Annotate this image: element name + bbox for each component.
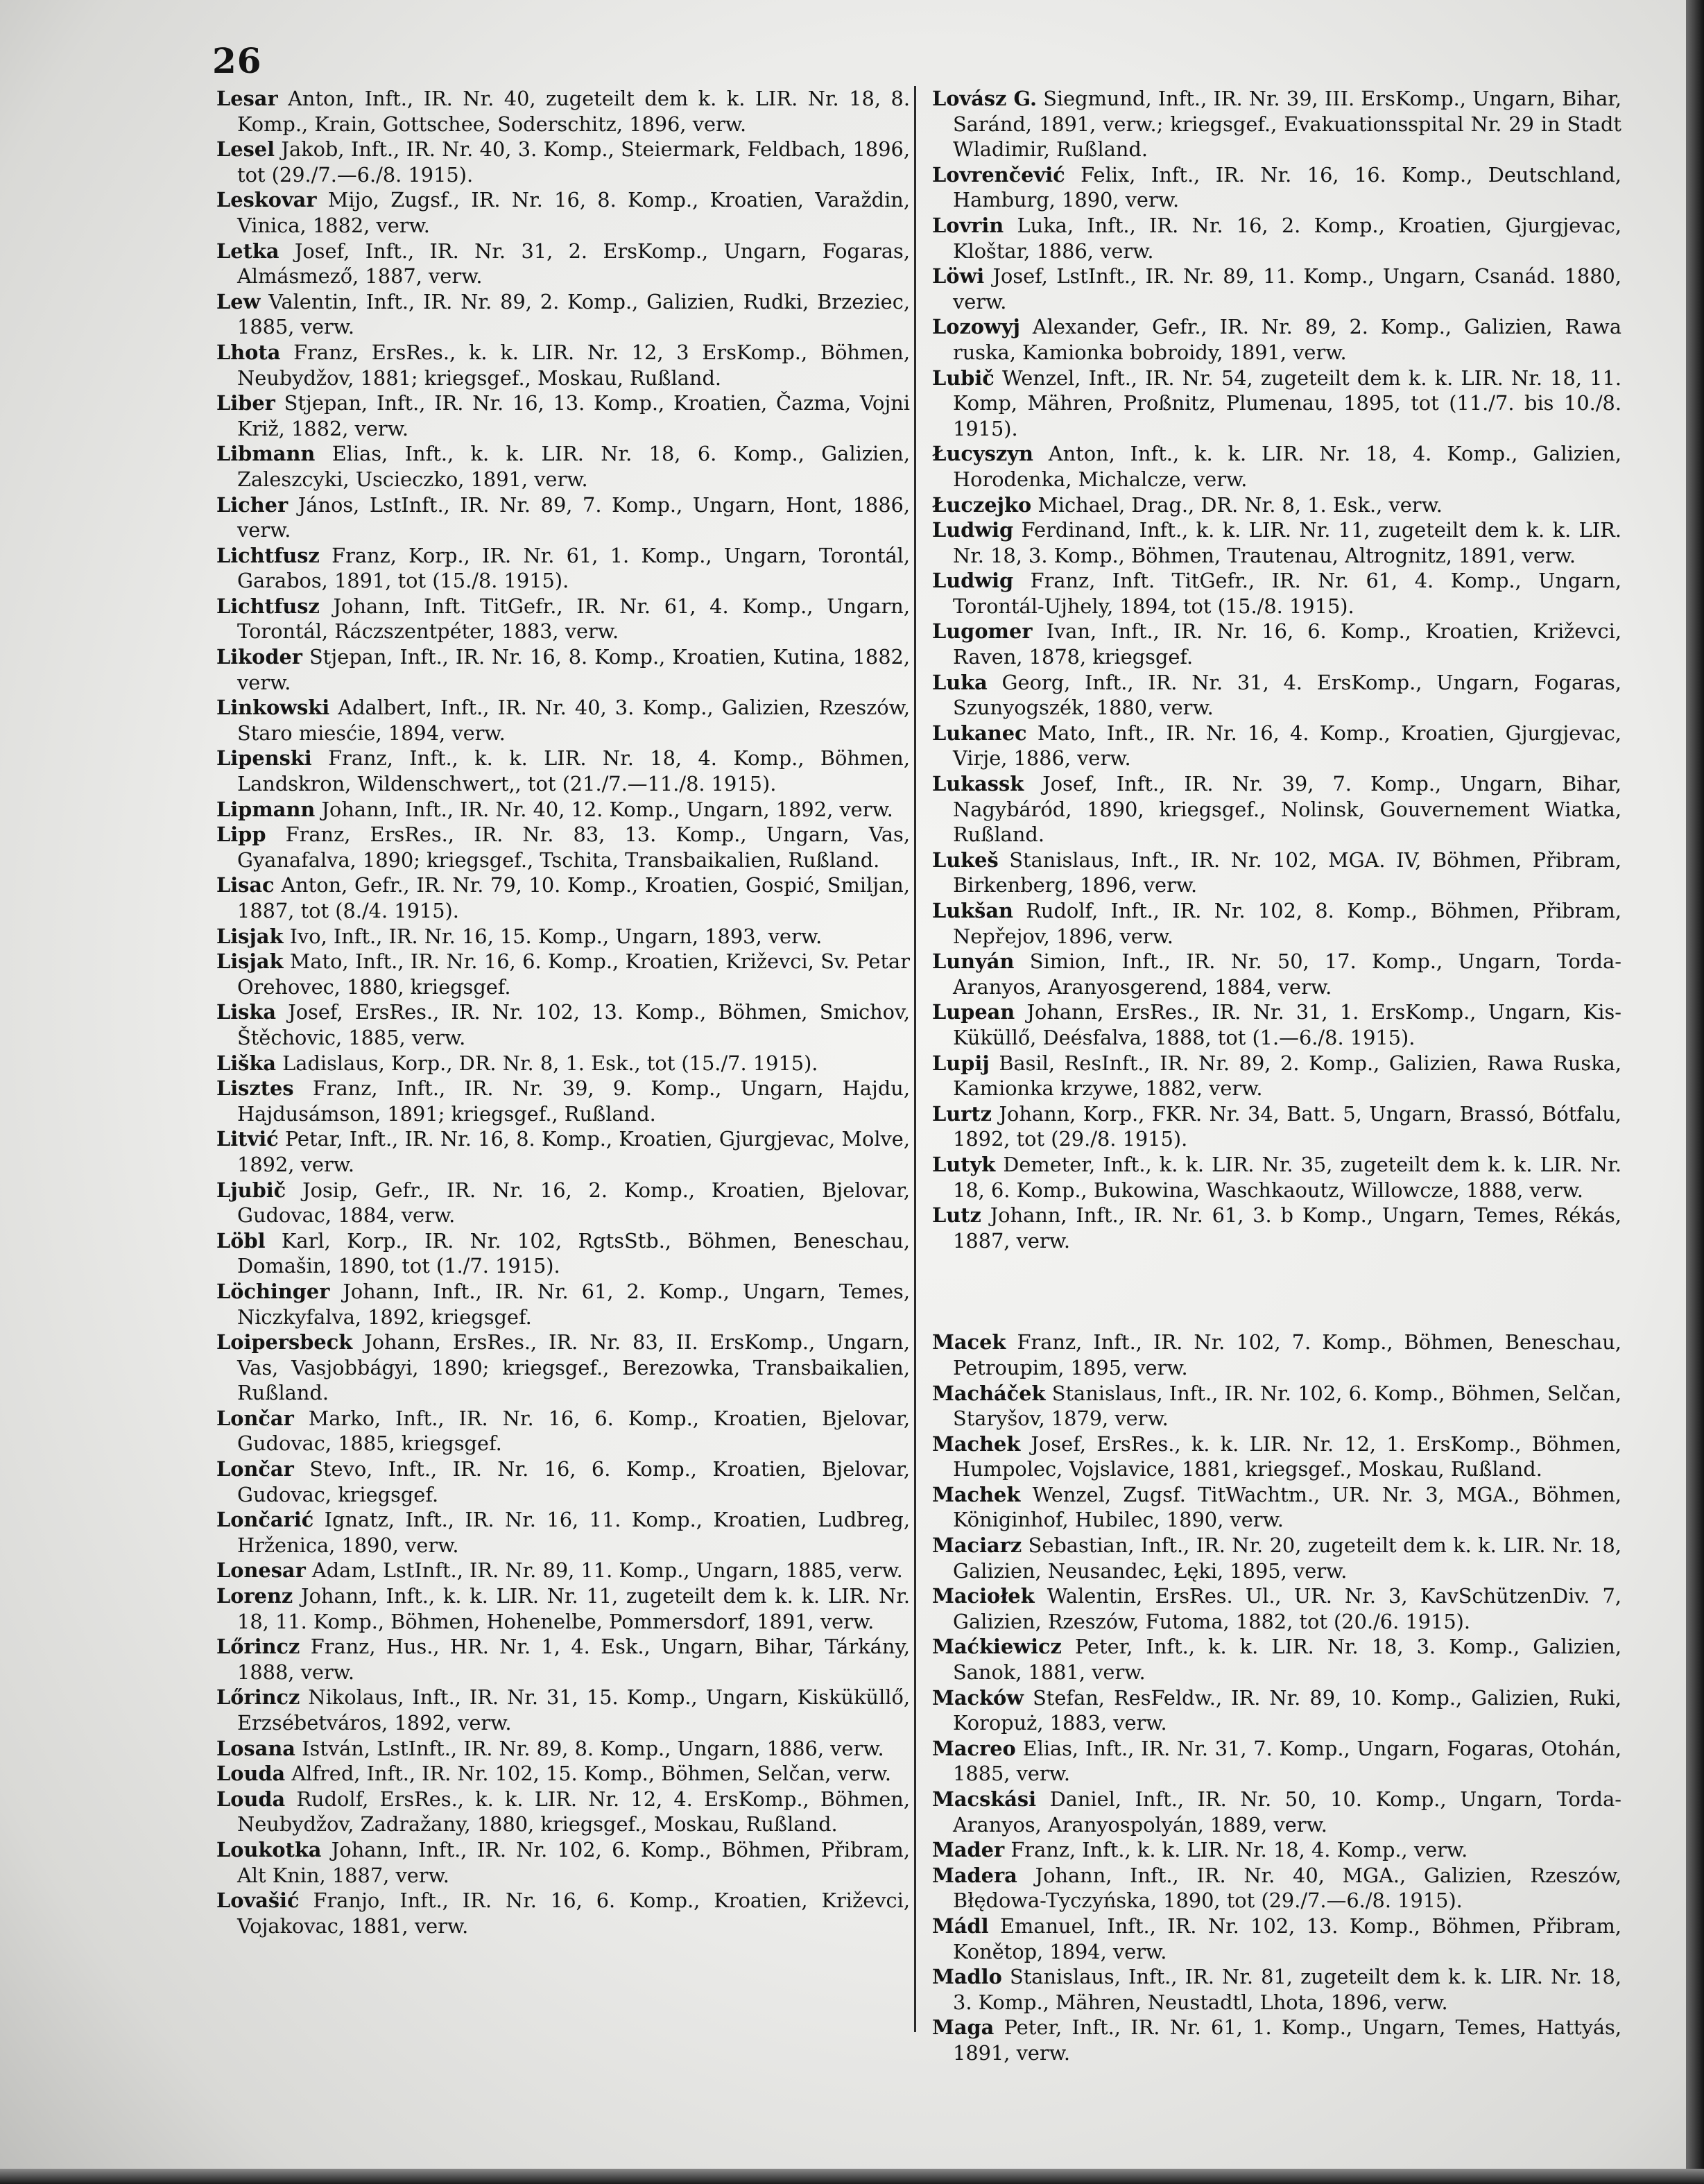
entry-surname: Maciarz <box>932 1533 1022 1558</box>
entry-details: Stevo, Inft., IR. Nr. 16, 6. Komp., Kroatien, Bjelovar, Gudovac, kriegsgef. <box>237 1457 910 1506</box>
entry-details: Luka, Inft., IR. Nr. 16, 2. Komp., Kroatien, Gjurgjevac, Kloštar, 1886, verw. <box>953 213 1621 263</box>
register-entry <box>932 1914 1621 1964</box>
entry-details: Felix, Inft., IR. Nr. 16, 16. Komp., Deutschland, Hamburg, 1890, verw. <box>953 162 1621 212</box>
entry-details: Anton, Gefr., IR. Nr. 79, 10. Komp., Kroatien, Gospić, Smiljan, 1887, tot (8./4. 1915). <box>237 873 910 922</box>
entry-details: Wenzel, Zugsf. TitWachtm., UR. Nr. 3, MGA., Böhmen, Königinhof, Hubilec, 1890, verw. <box>953 1482 1621 1532</box>
register-entry <box>216 1837 910 1888</box>
register-entry <box>216 1761 910 1787</box>
register-entry <box>216 949 910 999</box>
entry-details: Basil, ResInft., IR. Nr. 89, 2. Komp., Galizien, Rawa Ruska, Kamionka krzywe, 1882, verw. <box>953 1051 1621 1101</box>
register-entry <box>216 1736 910 1762</box>
entry-surname: Lew <box>216 289 261 313</box>
register-entry <box>932 1837 1621 1863</box>
entry-details: Franz, ErsRes., k. k. LIR. Nr. 12, 3 ErsKomp., Böhmen, Neubydžov, 1881; kriegsgef., Moskau, Rußland. <box>237 340 910 390</box>
entry-details: Josef, ErsRes., IR. Nr. 102, 13. Komp., Böhmen, Smichov, Štěchovic, 1885, verw. <box>237 1000 910 1049</box>
entry-surname: Louda <box>216 1787 286 1811</box>
entry-details: Franz, Inft., k. k. LIR. Nr. 18, 4. Komp., Böhmen, Landskron, Wildenschwert,, tot (21./7.—11./8. 1915). <box>237 746 910 796</box>
register-entry <box>216 644 910 695</box>
register-entry <box>216 340 910 390</box>
entry-surname: Lončarić <box>216 1508 314 1532</box>
register-entry <box>216 1330 910 1406</box>
register-entry <box>932 568 1621 619</box>
entry-surname: Lőrincz <box>216 1635 300 1659</box>
entry-surname: Likoder <box>216 645 302 669</box>
entry-details: Josef, Inft., IR. Nr. 39, 7. Komp., Ungarn, Bihar, Nagybáród, 1890, kriegsgef., Nolinsk, Gouvernement Wiatka, Rußland. <box>953 772 1621 847</box>
register-entry <box>932 1533 1621 1583</box>
register-entry <box>216 1507 910 1558</box>
entry-details: Stanislaus, Inft., IR. Nr. 102, MGA. IV, Böhmen, Přibram, Birkenberg, 1896, verw. <box>953 848 1621 897</box>
entry-surname: Lipp <box>216 823 266 847</box>
entry-surname: Liska <box>216 1000 277 1024</box>
entry-details: István, LstInft., IR. Nr. 89, 8. Komp., Ungarn, 1886, verw. <box>295 1736 884 1760</box>
entry-surname: Maćkiewicz <box>932 1635 1062 1659</box>
register-entry <box>216 594 910 644</box>
entry-details: Josip, Gefr., IR. Nr. 16, 2. Komp., Kroatien, Bjelovar, Gudovac, 1884, verw. <box>237 1178 910 1228</box>
entry-details: Johann, ErsRes., IR. Nr. 83, II. ErsKomp., Ungarn, Vas, Vasjobbágyi, 1890; kriegsgef., Berezowka, Transbaikalien, Rußland. <box>237 1330 910 1405</box>
entry-details: Johann, Inft., IR. Nr. 61, 2. Komp., Ungarn, Temes, Niczkyfalva, 1892, kriegsgef. <box>237 1279 910 1329</box>
register-entry <box>216 1279 910 1330</box>
register-entry <box>216 1583 910 1634</box>
register-entry <box>216 797 910 823</box>
left-column <box>216 86 910 1938</box>
register-entry <box>932 1101 1621 1152</box>
register-entry <box>932 1634 1621 1685</box>
entry-details: Franz, Inft., IR. Nr. 39, 9. Komp., Ungarn, Hajdu, Hajdusámson, 1891; kriegsgef., Rußland. <box>237 1076 910 1126</box>
entry-details: Ignatz, Inft., IR. Nr. 16, 11. Komp., Kroatien, Ludbreg, Hrženica, 1890, verw. <box>237 1508 910 1557</box>
entry-details: Johann, ErsRes., IR. Nr. 31, 1. ErsKomp., Ungarn, Kis-Küküllő, Deésfalva, 1888, tot (1.—6./8. 1915). <box>953 1000 1621 1049</box>
entry-surname: Lupij <box>932 1051 990 1075</box>
entry-details: Anton, Inft., IR. Nr. 40, zugeteilt dem k. k. LIR. Nr. 18, 8. Komp., Krain, Gottschee, Soderschitz, 1896, verw. <box>237 87 910 136</box>
register-entry <box>932 314 1621 365</box>
register-entry <box>932 1736 1621 1787</box>
entry-surname: Lipenski <box>216 746 312 771</box>
register-entry <box>932 213 1621 264</box>
entry-surname: Lisjak <box>216 924 284 948</box>
register-entry <box>932 366 1621 442</box>
entry-surname: Machek <box>932 1482 1021 1506</box>
entry-details: Ferdinand, Inft., k. k. LIR. Nr. 11, zugeteilt dem k. k. LIR. Nr. 18, 3. Komp., Böhmen, Trautenau, Altrognitz, 1891, verw. <box>953 518 1621 567</box>
register-entry <box>216 492 910 543</box>
entry-details: Sebastian, Inft., IR. Nr. 20, zugeteilt dem k. k. LIR. Nr. 18, Galizien, Neusandec, Łęki, 1895, verw. <box>953 1533 1621 1583</box>
entry-details: Marko, Inft., IR. Nr. 16, 6. Komp., Kroatien, Bjelovar, Gudovac, 1885, kriegsgef. <box>237 1406 910 1456</box>
entry-details: Josef, Inft., IR. Nr. 31, 2. ErsKomp., Ungarn, Fogaras, Almásmező, 1887, verw. <box>237 239 910 289</box>
entry-details: Franz, Inft. TitGefr., IR. Nr. 61, 4. Komp., Ungarn, Torontál-Ujhely, 1894, tot (15./8. 1915). <box>953 569 1621 618</box>
register-entry <box>216 289 910 340</box>
entry-details: Johann, Inft., IR. Nr. 40, MGA., Galizien, Rzeszów, Błędowa-Tyczyńska, 1890, tot (29./7.—6./8. 1915). <box>953 1863 1621 1913</box>
entry-details: Elias, Inft., IR. Nr. 31, 7. Komp., Ungarn, Fogaras, Otohán, 1885, verw. <box>953 1736 1621 1786</box>
entry-surname: Linkowski <box>216 696 330 720</box>
entry-details: Valentin, Inft., IR. Nr. 89, 2. Komp., Galizien, Rudki, Brzeziec, 1885, verw. <box>237 289 910 339</box>
entry-details: Georg, Inft., IR. Nr. 31, 4. ErsKomp., Ungarn, Fogaras, Szunyogszék, 1880, verw. <box>953 670 1621 720</box>
register-entry <box>216 137 910 187</box>
entry-surname: Lutyk <box>932 1152 996 1176</box>
register-entry <box>932 1152 1621 1203</box>
register-entry <box>932 1203 1621 1253</box>
entry-details: Alexander, Gefr., IR. Nr. 89, 2. Komp., Galizien, Rawa ruska, Kamionka bobroidy, 1891, verw. <box>953 315 1621 364</box>
register-entry <box>216 1685 910 1735</box>
entry-details: Mato, Inft., IR. Nr. 16, 6. Komp., Kroatien, Križevci, Sv. Petar Orehovec, 1880, kriegsgef. <box>237 949 910 999</box>
entry-surname: Lončar <box>216 1406 294 1430</box>
register-entry <box>216 187 910 238</box>
entry-surname: Lunyán <box>932 949 1015 974</box>
entry-surname: Lovašić <box>216 1889 300 1913</box>
entry-details: Franjo, Inft., IR. Nr. 16, 6. Komp., Kroatien, Križevci, Vojakovac, 1881, verw. <box>237 1889 910 1938</box>
entry-surname: Lhota <box>216 340 281 364</box>
entry-surname: Lovrenčević <box>932 162 1065 187</box>
register-entry <box>932 2015 1621 2065</box>
entry-details: Johann, Inft. TitGefr., IR. Nr. 61, 4. Komp., Ungarn, Torontál, Ráczszentpéter, 1883, verw. <box>237 594 910 644</box>
register-entry <box>932 1330 1621 1380</box>
register-entry <box>216 86 910 137</box>
entry-details: Alfred, Inft., IR. Nr. 102, 15. Komp., Böhmen, Selčan, verw. <box>285 1762 891 1786</box>
entry-details: Johann, Inft., IR. Nr. 40, 12. Komp., Ungarn, 1892, verw. <box>315 797 893 821</box>
entry-surname: Lorenz <box>216 1584 293 1608</box>
entry-details: Johann, Korp., FKR. Nr. 34, Batt. 5, Ungarn, Brassó, Bótfalu, 1892, tot (29./8. 1915). <box>953 1101 1621 1151</box>
entry-details: Stjepan, Inft., IR. Nr. 16, 8. Komp., Kroatien, Kutina, 1882, verw. <box>237 645 910 694</box>
register-entry <box>932 1381 1621 1431</box>
entry-surname: Loukotka <box>216 1837 322 1861</box>
entry-surname: Ludwig <box>932 569 1014 593</box>
register-entry <box>216 1787 910 1837</box>
entry-surname: Lovász G. <box>932 87 1038 110</box>
entry-details: Mato, Inft., IR. Nr. 16, 4. Komp., Kroatien, Gjurgjevac, Virje, 1886, verw. <box>953 721 1621 771</box>
register-entry <box>216 1888 910 1938</box>
entry-details: Walentin, ErsRes. Ul., UR. Nr. 3, KavSchützenDiv. 7, Galizien, Rzeszów, Futoma, 1882, tot (20./6. 1915). <box>953 1584 1621 1633</box>
entry-surname: Lovrin <box>932 213 1004 237</box>
entry-surname: Lesar <box>216 87 278 110</box>
entry-surname: Losana <box>216 1736 295 1760</box>
register-entry <box>932 441 1621 492</box>
entry-details: Mijo, Zugsf., IR. Nr. 16, 8. Komp., Kroatien, Varaždin, Vinica, 1882, verw. <box>237 188 910 237</box>
register-entry <box>932 1583 1621 1634</box>
right-column-l-section <box>932 86 1621 1253</box>
entry-details: Elias, Inft., k. k. LIR. Nr. 18, 6. Komp., Galizien, Zaleszcyki, Uscieczko, 1891, verw. <box>237 442 910 491</box>
entry-surname: Macek <box>932 1330 1006 1355</box>
entry-details: Rudolf, ErsRes., k. k. LIR. Nr. 12, 4. ErsKomp., Böhmen, Neubydžov, Zadražany, 1880, kriegsgef., Moskau, Rußland. <box>237 1787 910 1837</box>
entry-surname: Liber <box>216 391 275 415</box>
entry-surname: Luka <box>932 670 988 694</box>
scan-edge-right <box>1686 0 1704 2184</box>
entry-details: Simion, Inft., IR. Nr. 50, 17. Komp., Ungarn, Torda-Aranyos, Aranyosgerend, 1884, verw. <box>953 949 1621 999</box>
page-number: 26 <box>212 40 262 81</box>
register-entry <box>216 543 910 594</box>
entry-surname: Madlo <box>932 1965 1002 1989</box>
entry-surname: Mádl <box>932 1914 989 1938</box>
entry-surname: Łucyszyn <box>932 442 1033 466</box>
entry-details: Rudolf, Inft., IR. Nr. 102, 8. Komp., Böhmen, Přibram, Nepřejov, 1896, verw. <box>953 899 1621 948</box>
entry-surname: Leskovar <box>216 188 317 212</box>
entry-surname: Libmann <box>216 442 316 466</box>
register-entry <box>216 1456 910 1507</box>
entry-surname: Lutz <box>932 1203 981 1228</box>
entry-details: Nikolaus, Inft., IR. Nr. 31, 15. Komp., Ungarn, Kisküküllő, Erzsébetváros, 1892, verw. <box>237 1685 910 1735</box>
entry-details: Josef, ErsRes., k. k. LIR. Nr. 12, 1. ErsKomp., Böhmen, Humpolec, Vojslavice, 1881, kriegsgef., Moskau, Rußland. <box>953 1431 1621 1481</box>
entry-details: Ivo, Inft., IR. Nr. 16, 15. Komp., Ungarn, 1893, verw. <box>283 924 823 948</box>
entry-details: Adalbert, Inft., IR. Nr. 40, 3. Komp., Galizien, Rzeszów, Staro miesćie, 1894, verw. <box>237 696 910 745</box>
entry-details: Petar, Inft., IR. Nr. 16, 8. Komp., Kroatien, Gjurgjevac, Molve, 1892, verw. <box>237 1127 910 1176</box>
entry-surname: Łuczejko <box>932 492 1032 517</box>
entry-surname: Lukšan <box>932 899 1013 922</box>
register-entry <box>932 492 1621 518</box>
entry-surname: Licher <box>216 492 289 517</box>
entry-details: Stefan, ResFeldw., IR. Nr. 89, 10. Komp., Galizien, Ruki, Koropuż, 1883, verw. <box>953 1685 1621 1735</box>
entry-surname: Lonesar <box>216 1558 306 1583</box>
register-entry <box>932 1964 1621 2015</box>
entry-surname: Lisjak <box>216 949 284 974</box>
register-entry <box>932 1482 1621 1533</box>
entry-details: Karl, Korp., IR. Nr. 102, RgtsStb., Böhmen, Beneschau, Domašin, 1890, tot (1./7. 1915). <box>237 1228 910 1278</box>
entry-details: Stanislaus, Inft., IR. Nr. 102, 6. Komp., Böhmen, Selčan, Staryšov, 1879, verw. <box>953 1381 1621 1431</box>
right-column <box>932 86 1621 2066</box>
entry-surname: Machek <box>932 1431 1021 1456</box>
entry-surname: Ludwig <box>932 518 1014 542</box>
register-entry <box>932 949 1621 999</box>
entry-details: Anton, Inft., k. k. LIR. Nr. 18, 4. Komp., Galizien, Horodenka, Michalcze, verw. <box>953 442 1621 491</box>
entry-details: Siegmund, Inft., IR. Nr. 39, III. ErsKomp., Ungarn, Bihar, Saránd, 1891, verw.; kriegsgef., Evakuationsspital Nr. 29 in Stadt Wladimir, Rußland. <box>953 87 1622 162</box>
entry-details: Peter, Inft., k. k. LIR. Nr. 18, 3. Komp., Galizien, Sanok, 1881, verw. <box>953 1635 1621 1685</box>
entry-surname: Lukassk <box>932 772 1024 796</box>
register-entry <box>932 619 1621 669</box>
entry-details: Johann, Inft., IR. Nr. 61, 3. b Komp., Ungarn, Temes, Rékás, 1887, verw. <box>953 1203 1621 1253</box>
right-column-m-section <box>932 1330 1621 2065</box>
entry-surname: Lisac <box>216 873 275 897</box>
entry-surname: Letka <box>216 239 279 263</box>
entry-details: Jakob, Inft., IR. Nr. 40, 3. Komp., Steiermark, Feldbach, 1896, tot (29./7.—6./8. 1915). <box>237 137 910 187</box>
entry-surname: Lichtfusz <box>216 594 320 618</box>
entry-surname: Lisztes <box>216 1076 294 1101</box>
register-entry <box>216 390 910 441</box>
entry-surname: Macreo <box>932 1736 1016 1760</box>
register-entry <box>932 1051 1621 1101</box>
register-entry <box>932 1431 1621 1482</box>
entry-details: Adam, LstInft., IR. Nr. 89, 11. Komp., Ungarn, 1885, verw. <box>305 1558 903 1583</box>
register-entry <box>932 848 1621 898</box>
entry-surname: Ljubič <box>216 1178 286 1202</box>
entry-surname: Macków <box>932 1685 1024 1710</box>
entry-surname: Loipersbeck <box>216 1330 353 1355</box>
entry-surname: Madera <box>932 1863 1017 1887</box>
entry-details: Daniel, Inft., IR. Nr. 50, 10. Komp., Ungarn, Torda-Aranyos, Aranyospolyán, 1889, verw. <box>953 1787 1621 1837</box>
entry-surname: Lichtfusz <box>216 543 320 567</box>
entry-details: Franz, Korp., IR. Nr. 61, 1. Komp., Ungarn, Torontál, Garabos, 1891, tot (15./8. 1915). <box>237 543 910 593</box>
entry-surname: Macháček <box>932 1381 1046 1405</box>
register-entry <box>216 872 910 923</box>
entry-details: Emanuel, Inft., IR. Nr. 102, 13. Komp., Böhmen, Přibram, Konětop, 1894, verw. <box>953 1914 1621 1963</box>
entry-details: Peter, Inft., IR. Nr. 61, 1. Komp., Ungarn, Temes, Hattyás, 1891, verw. <box>953 2015 1621 2065</box>
register-entry <box>216 822 910 872</box>
entry-surname: Mader <box>932 1838 1005 1862</box>
entry-details: Franz, Inft., k. k. LIR. Nr. 18, 4. Komp., verw. <box>1004 1838 1468 1862</box>
register-entry <box>216 1406 910 1456</box>
entry-details: Demeter, Inft., k. k. LIR. Nr. 35, zugeteilt dem k. k. LIR. Nr. 18, 6. Komp., Bukowina, Waschkaoutz, Willowcze, 1888, verw. <box>953 1152 1621 1202</box>
register-entry <box>216 695 910 746</box>
register-entry <box>216 1126 910 1177</box>
entry-details: Johann, Inft., k. k. LIR. Nr. 11, zugeteilt dem k. k. LIR. Nr. 18, 11. Komp., Böhmen, Hohenelbe, Pommersdorf, 1891, verw. <box>237 1584 910 1633</box>
register-entry <box>932 1787 1621 1837</box>
entry-details: Franz, ErsRes., IR. Nr. 83, 13. Komp., Ungarn, Vas, Gyanafalva, 1890; kriegsgef., Tschita, Transbaikalien, Rußland. <box>237 823 910 872</box>
entry-details: Michael, Drag., DR. Nr. 8, 1. Esk., verw. <box>1031 492 1443 517</box>
entry-details: Wenzel, Inft., IR. Nr. 54, zugeteilt dem k. k. LIR. Nr. 18, 11. Komp, Mähren, Proßnitz, Plumenau, 1895, tot (11./7. bis 10./8. 1915). <box>953 366 1621 440</box>
entry-surname: Löbl <box>216 1228 266 1253</box>
entry-surname: Liška <box>216 1051 277 1075</box>
entry-surname: Löchinger <box>216 1279 330 1303</box>
section-gap <box>932 1253 1621 1330</box>
entry-details: János, LstInft., IR. Nr. 89, 7. Komp., Ungarn, Hont, 1886, verw. <box>237 492 910 542</box>
register-entry <box>932 1863 1621 1914</box>
entry-surname: Lesel <box>216 137 275 162</box>
register-entry <box>216 1228 910 1279</box>
entry-surname: Lubič <box>932 366 995 390</box>
register-entry <box>932 771 1621 848</box>
entry-surname: Lőrincz <box>216 1685 300 1710</box>
entry-details: Ivan, Inft., IR. Nr. 16, 6. Komp., Kroatien, Križevci, Raven, 1878, kriegsgef. <box>953 619 1621 669</box>
register-entry <box>932 162 1621 213</box>
register-entry <box>932 517 1621 568</box>
entry-surname: Maga <box>932 2015 995 2040</box>
register-entry <box>932 1685 1621 1736</box>
entry-surname: Lugomer <box>932 619 1033 644</box>
entry-surname: Litvić <box>216 1127 279 1151</box>
entry-details: Stanislaus, Inft., IR. Nr. 81, zugeteilt dem k. k. LIR. Nr. 18, 3. Komp., Mähren, Neustadtl, Lhota, 1896, verw. <box>953 1965 1621 2014</box>
entry-surname: Lončar <box>216 1457 294 1481</box>
register-entry <box>216 1076 910 1126</box>
entry-details: Ladislaus, Korp., DR. Nr. 8, 1. Esk., tot (15./7. 1915). <box>276 1051 818 1075</box>
register-entry <box>932 721 1621 771</box>
register-entry <box>932 670 1621 721</box>
entry-surname: Lozowyj <box>932 315 1020 339</box>
entry-surname: Lupean <box>932 1000 1015 1024</box>
entry-surname: Macskási <box>932 1787 1037 1811</box>
register-entry <box>932 264 1621 314</box>
register-entry <box>216 999 910 1050</box>
register-entry <box>216 1634 910 1685</box>
register-entry <box>216 746 910 796</box>
entry-details: Stjepan, Inft., IR. Nr. 16, 13. Komp., Kroatien, Čazma, Vojni Križ, 1882, verw. <box>237 391 910 440</box>
register-entry <box>216 1558 910 1583</box>
register-entry <box>216 1051 910 1076</box>
register-entry <box>216 441 910 492</box>
entry-surname: Lukeš <box>932 848 999 872</box>
entry-details: Franz, Inft., IR. Nr. 102, 7. Komp., Böhmen, Beneschau, Petroupim, 1895, verw. <box>953 1330 1621 1379</box>
entry-details: Franz, Hus., HR. Nr. 1, 4. Esk., Ungarn, Bihar, Tárkány, 1888, verw. <box>237 1635 910 1684</box>
register-entry <box>932 898 1621 949</box>
register-entry <box>216 239 910 289</box>
entry-surname: Lipmann <box>216 797 316 821</box>
entry-surname: Maciołek <box>932 1584 1035 1608</box>
column-divider <box>914 86 916 2032</box>
entry-surname: Lukanec <box>932 721 1027 745</box>
entry-surname: Louda <box>216 1762 286 1786</box>
entry-details: Josef, LstInft., IR. Nr. 89, 11. Komp., Ungarn, Csanád. 1880, verw. <box>953 264 1621 313</box>
register-entry <box>932 999 1621 1050</box>
register-entry <box>216 1178 910 1228</box>
entry-surname: Lurtz <box>932 1101 992 1126</box>
register-entry <box>216 924 910 949</box>
entry-details: Johann, Inft., IR. Nr. 102, 6. Komp., Böhmen, Přibram, Alt Knin, 1887, verw. <box>237 1837 910 1887</box>
entry-surname: Löwi <box>932 264 985 289</box>
register-entry <box>932 86 1621 162</box>
scan-edge-bottom <box>0 2169 1704 2184</box>
